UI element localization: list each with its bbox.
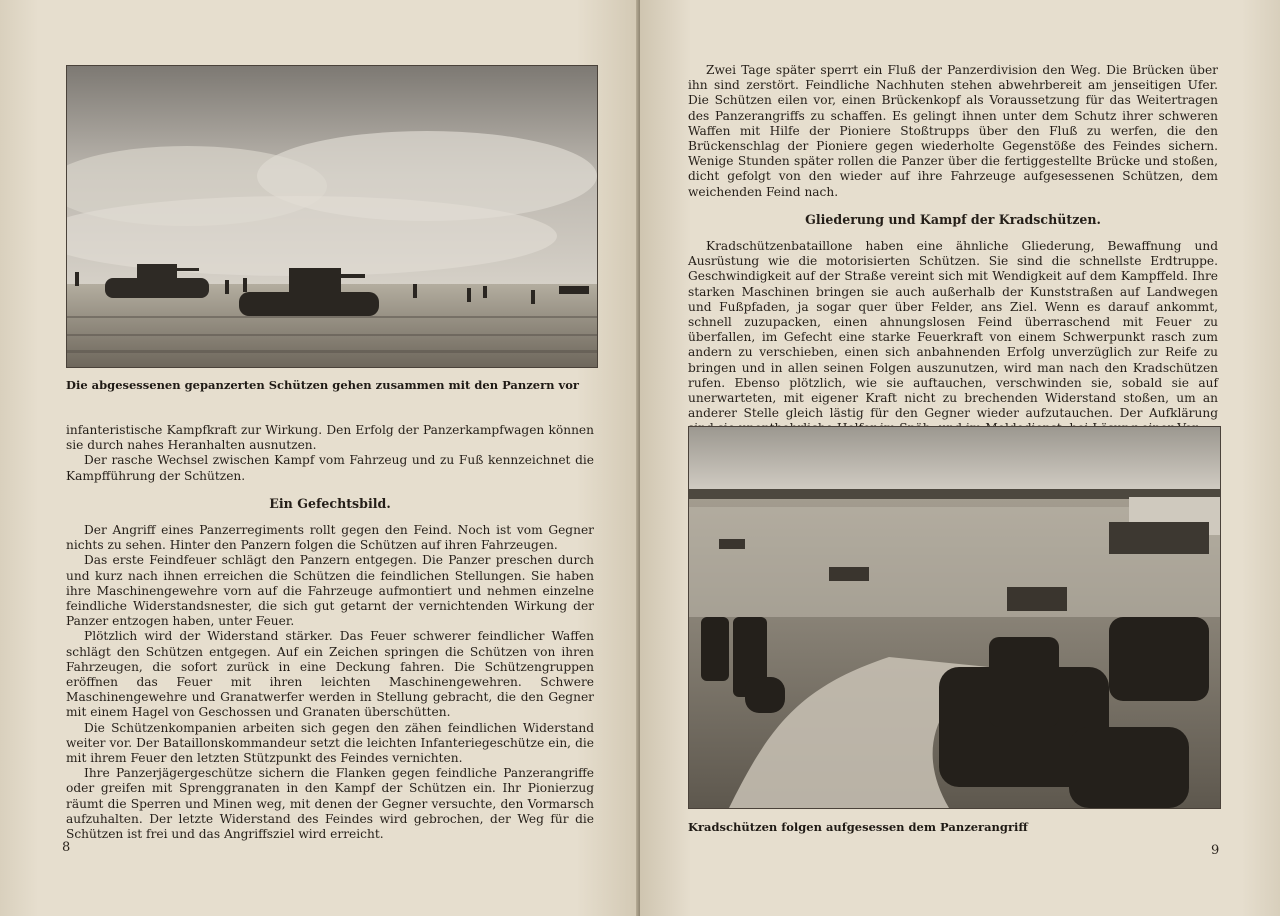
right-photo [688, 426, 1221, 809]
left-photo [66, 65, 598, 368]
paragraph: Die Schützenkompanien arbeiten sich gegen den zähen feindlichen Widerstand weiter vor. Der Bataillonskommandeur setzt die leichten Infanteriegeschütze ein, die mit ihrem Feuer den letzten Stützpunkt des Feindes vernichten. [66, 720, 594, 766]
paragraph: Plötzlich wird der Widerstand stärker. Das Feuer schwerer feindlicher Waffen schlägt den Schützen entgegen. Auf ein Zeichen springen die Schützen von ihren Fahrzeugen, die sofort zurück in eine Deckung fahren. Die Schützengruppen eröffnen das Feuer mit ihren leichten Maschinengewehren. Schwere Maschinengewehre und Granatwerfer werden in Stellung gebracht, die den Gegner mit einem Hagel von Geschossen und Granaten überschütten. [66, 629, 594, 720]
section-heading: Gliederung und Kampf der Kradschützen. [805, 211, 1101, 227]
paragraph: Das erste Feindfeuer schlägt den Panzern entgegen. Die Panzer preschen durch und kurz nach ihnen erreichen die Schützen die feindlichen Stellungen. Sie haben ihre Maschinengewehre vorn auf die Fahrzeuge aufmontiert und nehmen einzelne feindliche Widerstandsnester, die sich gut getarnt der vernichtenden Wirkung der Panzer entzogen haben, unter Feuer. [66, 553, 594, 629]
paragraph: Ihre Panzerjägergeschütze sichern die Flanken gegen feindliche Panzerangriffe oder greifen mit Sprenggranaten in den Kampf der Schützen ein. Ihr Pionierzug räumt die Sperren und Minen weg, mit denen der Gegner versuchte, den Vormarsch aufzuhalten. Der letzte Widerstand des Feindes wird gebrochen, der Weg für die Schützen ist frei und das Angriffsziel wird erreicht. [66, 766, 594, 842]
right-photo-caption: Kradschützen folgen aufgesessen dem Panzerangriff [688, 820, 1028, 834]
left-photo-caption: Die abgesessenen gepanzerten Schützen gehen zusammen mit den Panzern vor [66, 378, 579, 392]
right-page [640, 0, 1280, 916]
paragraph: Der Angriff eines Panzerregiments rollt gegen den Feind. Noch ist vom Gegner nichts zu sehen. Hinter den Panzern folgen die Schützen auf ihren Fahrzeugen. [66, 523, 594, 553]
left-text-top [66, 423, 594, 842]
right-text-top [688, 63, 1218, 437]
paragraph: infanteristische Kampfkraft zur Wirkung. Den Erfolg der Panzerkampfwagen können sie durch nahes Heranhalten ausnutzen. [66, 423, 594, 453]
paragraph: Zwei Tage später sperrt ein Fluß der Panzerdivision den Weg. Die Brücken über ihn sind zerstört. Feindliche Nachhuten stehen abwehrbereit am jenseitigen Ufer. Die Schützen eilen vor, einen Brückenkopf als Voraussetzung für das Weitertragen des Panzerangriffs zu schaffen. Es gelingt ihnen unter dem Schutz ihrer schweren Waffen mit Hilfe der Pioniere Stoßtrupps über den Fluß zu werfen, die den Brückenschlag der Pioniere gegen wiederholte Gegenstöße des Feindes sichern. Wenige Stunden später rollen die Panzer über die fertiggestellte Brücke und stoßen, dicht gefolgt von den wieder auf ihre Fahrzeuge aufgesessenen Schützen, dem weichenden Feind nach. [688, 63, 1218, 199]
page-number: 9 [1211, 843, 1220, 858]
paragraph: Der rasche Wechsel zwischen Kampf vom Fahrzeug und zu Fuß kennzeichnet die Kampfführung der Schützen. [66, 453, 594, 483]
section-heading: Ein Gefechtsbild. [269, 495, 391, 511]
page-number: 8 [62, 840, 71, 855]
paragraph: Kradschützenbataillone haben eine ähnliche Gliederung, Bewaffnung und Ausrüstung wie die motorisierten Schützen. Sie sind die schnellste Erdtruppe. Geschwindigkeit auf der Straße vereint sich mit Wendigkeit auf dem Kampffeld. Ihre starken Maschinen bringen sie auch außerhalb der Kunststraßen auf Landwegen und Fußpfaden, ja sogar quer über Felder, ans Ziel. Wenn es darauf ankommt, schnell zuzupacken, einen ahnungslosen Feind überraschend mit Feuer zu überfallen, im Gefecht eine starke Feuerkraft von einem Schwerpunkt rasch zum andern zu verschieben, einen sich anbahnenden Erfolg unverzüglich zur Reife zu bringen und in allen seinen Folgen auszunutzen, wird man nach den Kradschützen rufen. Ebenso plötzlich, wie sie auftauchen, verschwinden sie, sobald sie auf unerwarteten, mit eigener Kraft nicht zu brechenden Widerstand stoßen, um an anderer Stelle gleich lästig für den Gegner wieder aufzutauchen. Der Aufklärung [688, 239, 1218, 421]
